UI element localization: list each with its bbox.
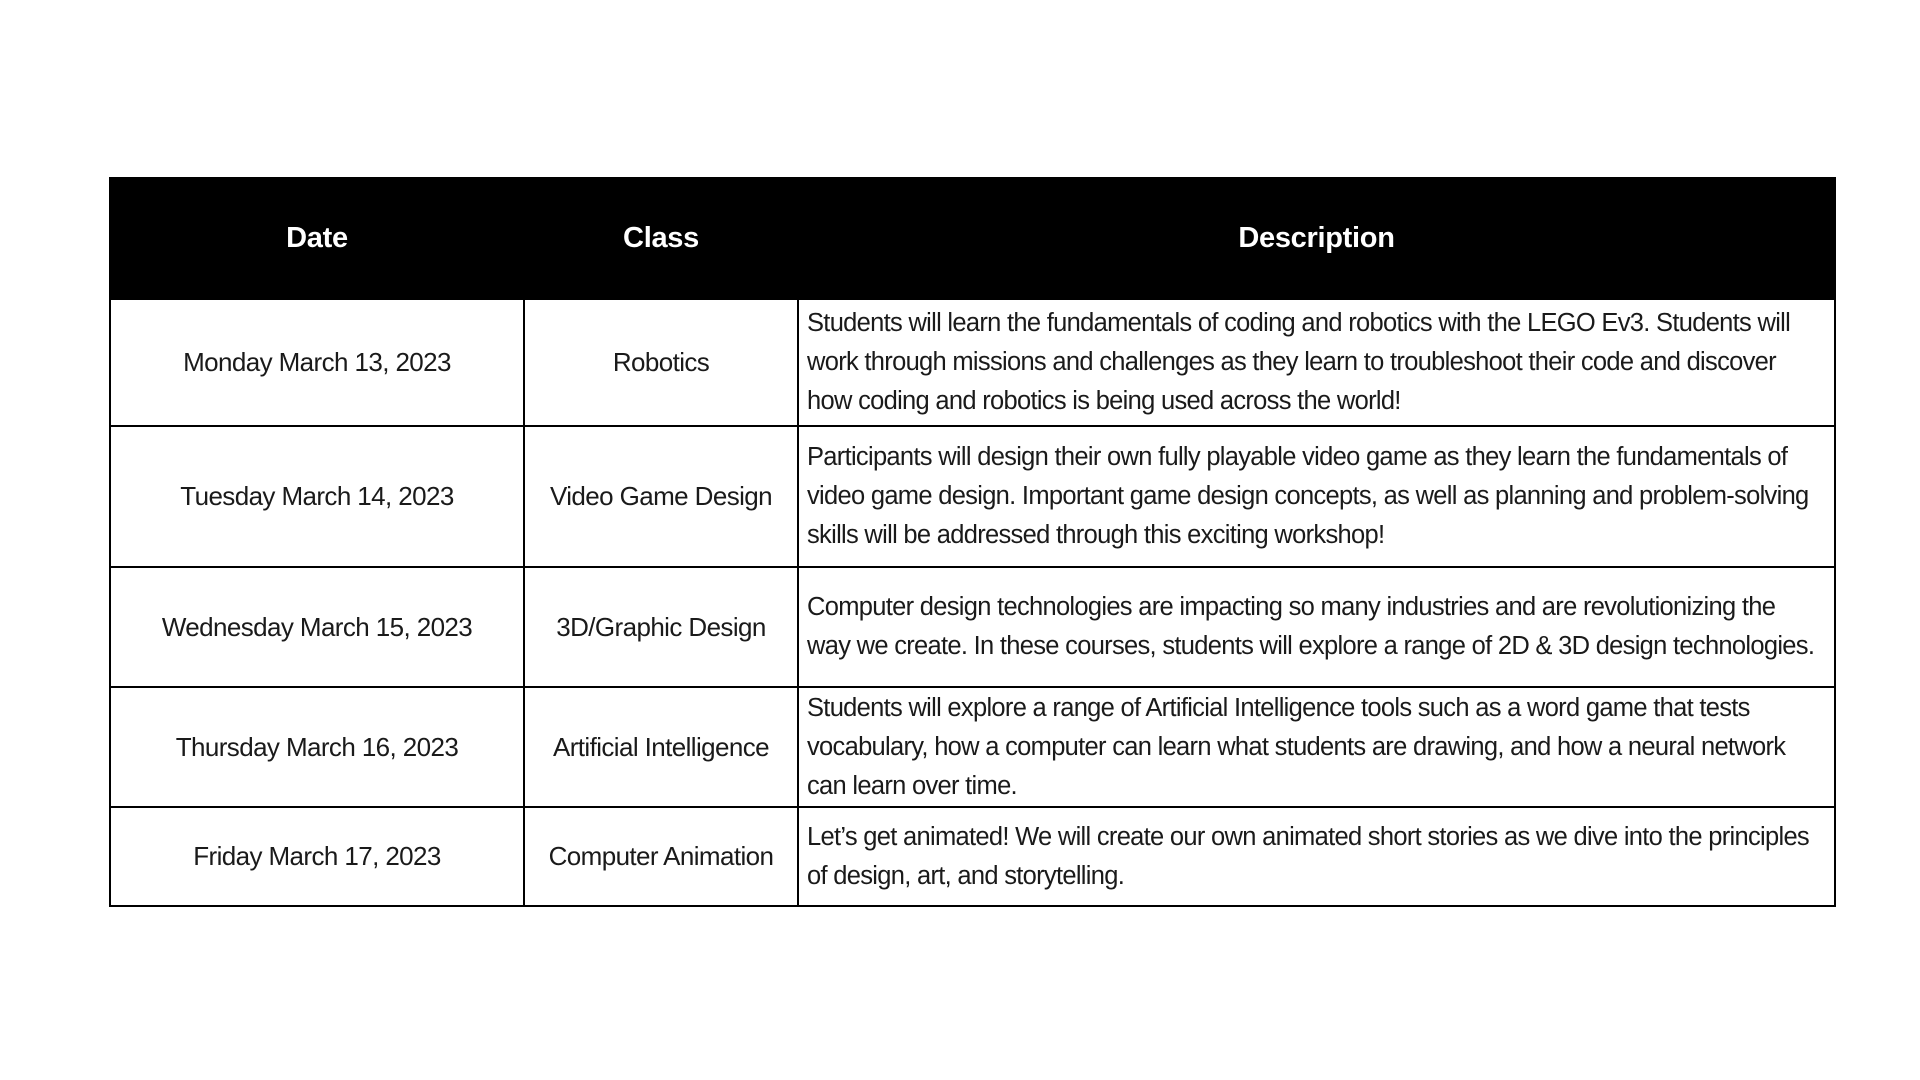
row-date: Wednesday March 15, 2023 — [110, 567, 524, 687]
header-row — [110, 178, 1835, 299]
row-class: Robotics — [524, 299, 798, 426]
table-header — [110, 178, 1835, 299]
row-date: Friday March 17, 2023 — [110, 807, 524, 906]
row-description: Students will explore a range of Artificial Intelligence tools such as a word game that tests vocabulary, how a computer can learn what students are drawing, and how a neural network can learn over time. — [798, 687, 1835, 807]
table-row — [110, 426, 1835, 567]
row-class: Computer Animation — [524, 807, 798, 906]
header-class: Class — [524, 178, 798, 299]
table-row — [110, 567, 1835, 687]
row-date: Thursday March 16, 2023 — [110, 687, 524, 807]
row-date: Monday March 13, 2023 — [110, 299, 524, 426]
table-row — [110, 299, 1835, 426]
row-class: 3D/Graphic Design — [524, 567, 798, 687]
table-body — [110, 299, 1835, 906]
row-description: Students will learn the fundamentals of coding and robotics with the LEGO Ev3. Students will work through missions and challenges as they learn to troubleshoot their code and discover how coding and robotics is being used across the world! — [798, 299, 1835, 426]
row-description: Participants will design their own fully playable video game as they learn the fundamentals of video game design. Important game design concepts, as well as planning and problem-solving skills will be addressed through this exciting workshop! — [798, 426, 1835, 567]
table-row — [110, 807, 1835, 906]
row-class: Artificial Intelligence — [524, 687, 798, 807]
table-row — [110, 687, 1835, 807]
row-class: Video Game Design — [524, 426, 798, 567]
row-description: Let’s get animated! We will create our own animated short stories as we dive into the principles of design, art, and storytelling. — [798, 807, 1835, 906]
row-description: Computer design technologies are impacting so many industries and are revolutionizing the way we create. In these courses, students will explore a range of 2D & 3D design technologies. — [798, 567, 1835, 687]
row-date: Tuesday March 14, 2023 — [110, 426, 524, 567]
header-description: Description — [798, 178, 1835, 299]
schedule-table — [109, 177, 1836, 907]
header-date: Date — [110, 178, 524, 299]
